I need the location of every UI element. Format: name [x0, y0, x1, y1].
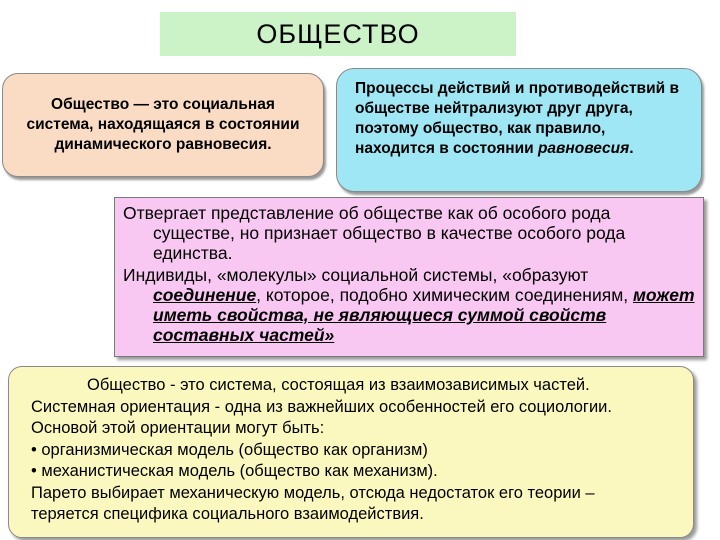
- pink-paragraph-1: Отвергает представление об обществе как об особого рода существе, но признает общество в качестве особого рода единства.: [123, 203, 626, 263]
- yellow-line-2: Системная ориентация - одна из важнейших особенностей его социологии.: [31, 397, 612, 416]
- pink-p2-emphasis: может иметь свойства, не являющиеся суммой свойств составных частей»: [153, 285, 695, 345]
- pink-paragraph-2: [123, 265, 695, 345]
- yellow-line-5: • механистическая модель (общество как механизм).: [31, 462, 438, 480]
- yellow-line-7: теряется специфика социального взаимодействия.: [31, 505, 424, 523]
- page-title: ОБЩЕСТВО: [256, 18, 420, 49]
- process-emphasis: равновесия: [537, 140, 630, 157]
- pink-box: [114, 197, 704, 357]
- definition-text: Общество — это социальная система, находящаяся в состоянии динамического равновесия.: [26, 96, 300, 153]
- pink-p2-term: соединение: [153, 285, 257, 305]
- definition-box: [2, 73, 324, 177]
- title-banner: [160, 12, 516, 56]
- yellow-line-6: Парето выбирает механическую модель, отсюда недостаток его теории –: [31, 483, 595, 502]
- yellow-line-4: • организмическая модель (общество как организм): [31, 440, 428, 459]
- yellow-line-1: Общество - это система, состоящая из взаимозависимых частей.: [87, 376, 590, 394]
- pink-p2-start: Индивиды, «молекулы» социальной системы, «образуют: [123, 265, 589, 285]
- pink-p2-mid: , которое, подобно химическим соединениям,: [256, 285, 633, 305]
- process-end: .: [629, 140, 634, 157]
- process-text: Процессы действий и противодействий в обществе нейтрализуют друг друга, поэтому общество, как правило, находится в состоянии: [355, 80, 679, 157]
- yellow-line-3: Основой этой ориентации могут быть:: [31, 419, 325, 437]
- process-box: [336, 68, 702, 192]
- yellow-box: [8, 366, 694, 538]
